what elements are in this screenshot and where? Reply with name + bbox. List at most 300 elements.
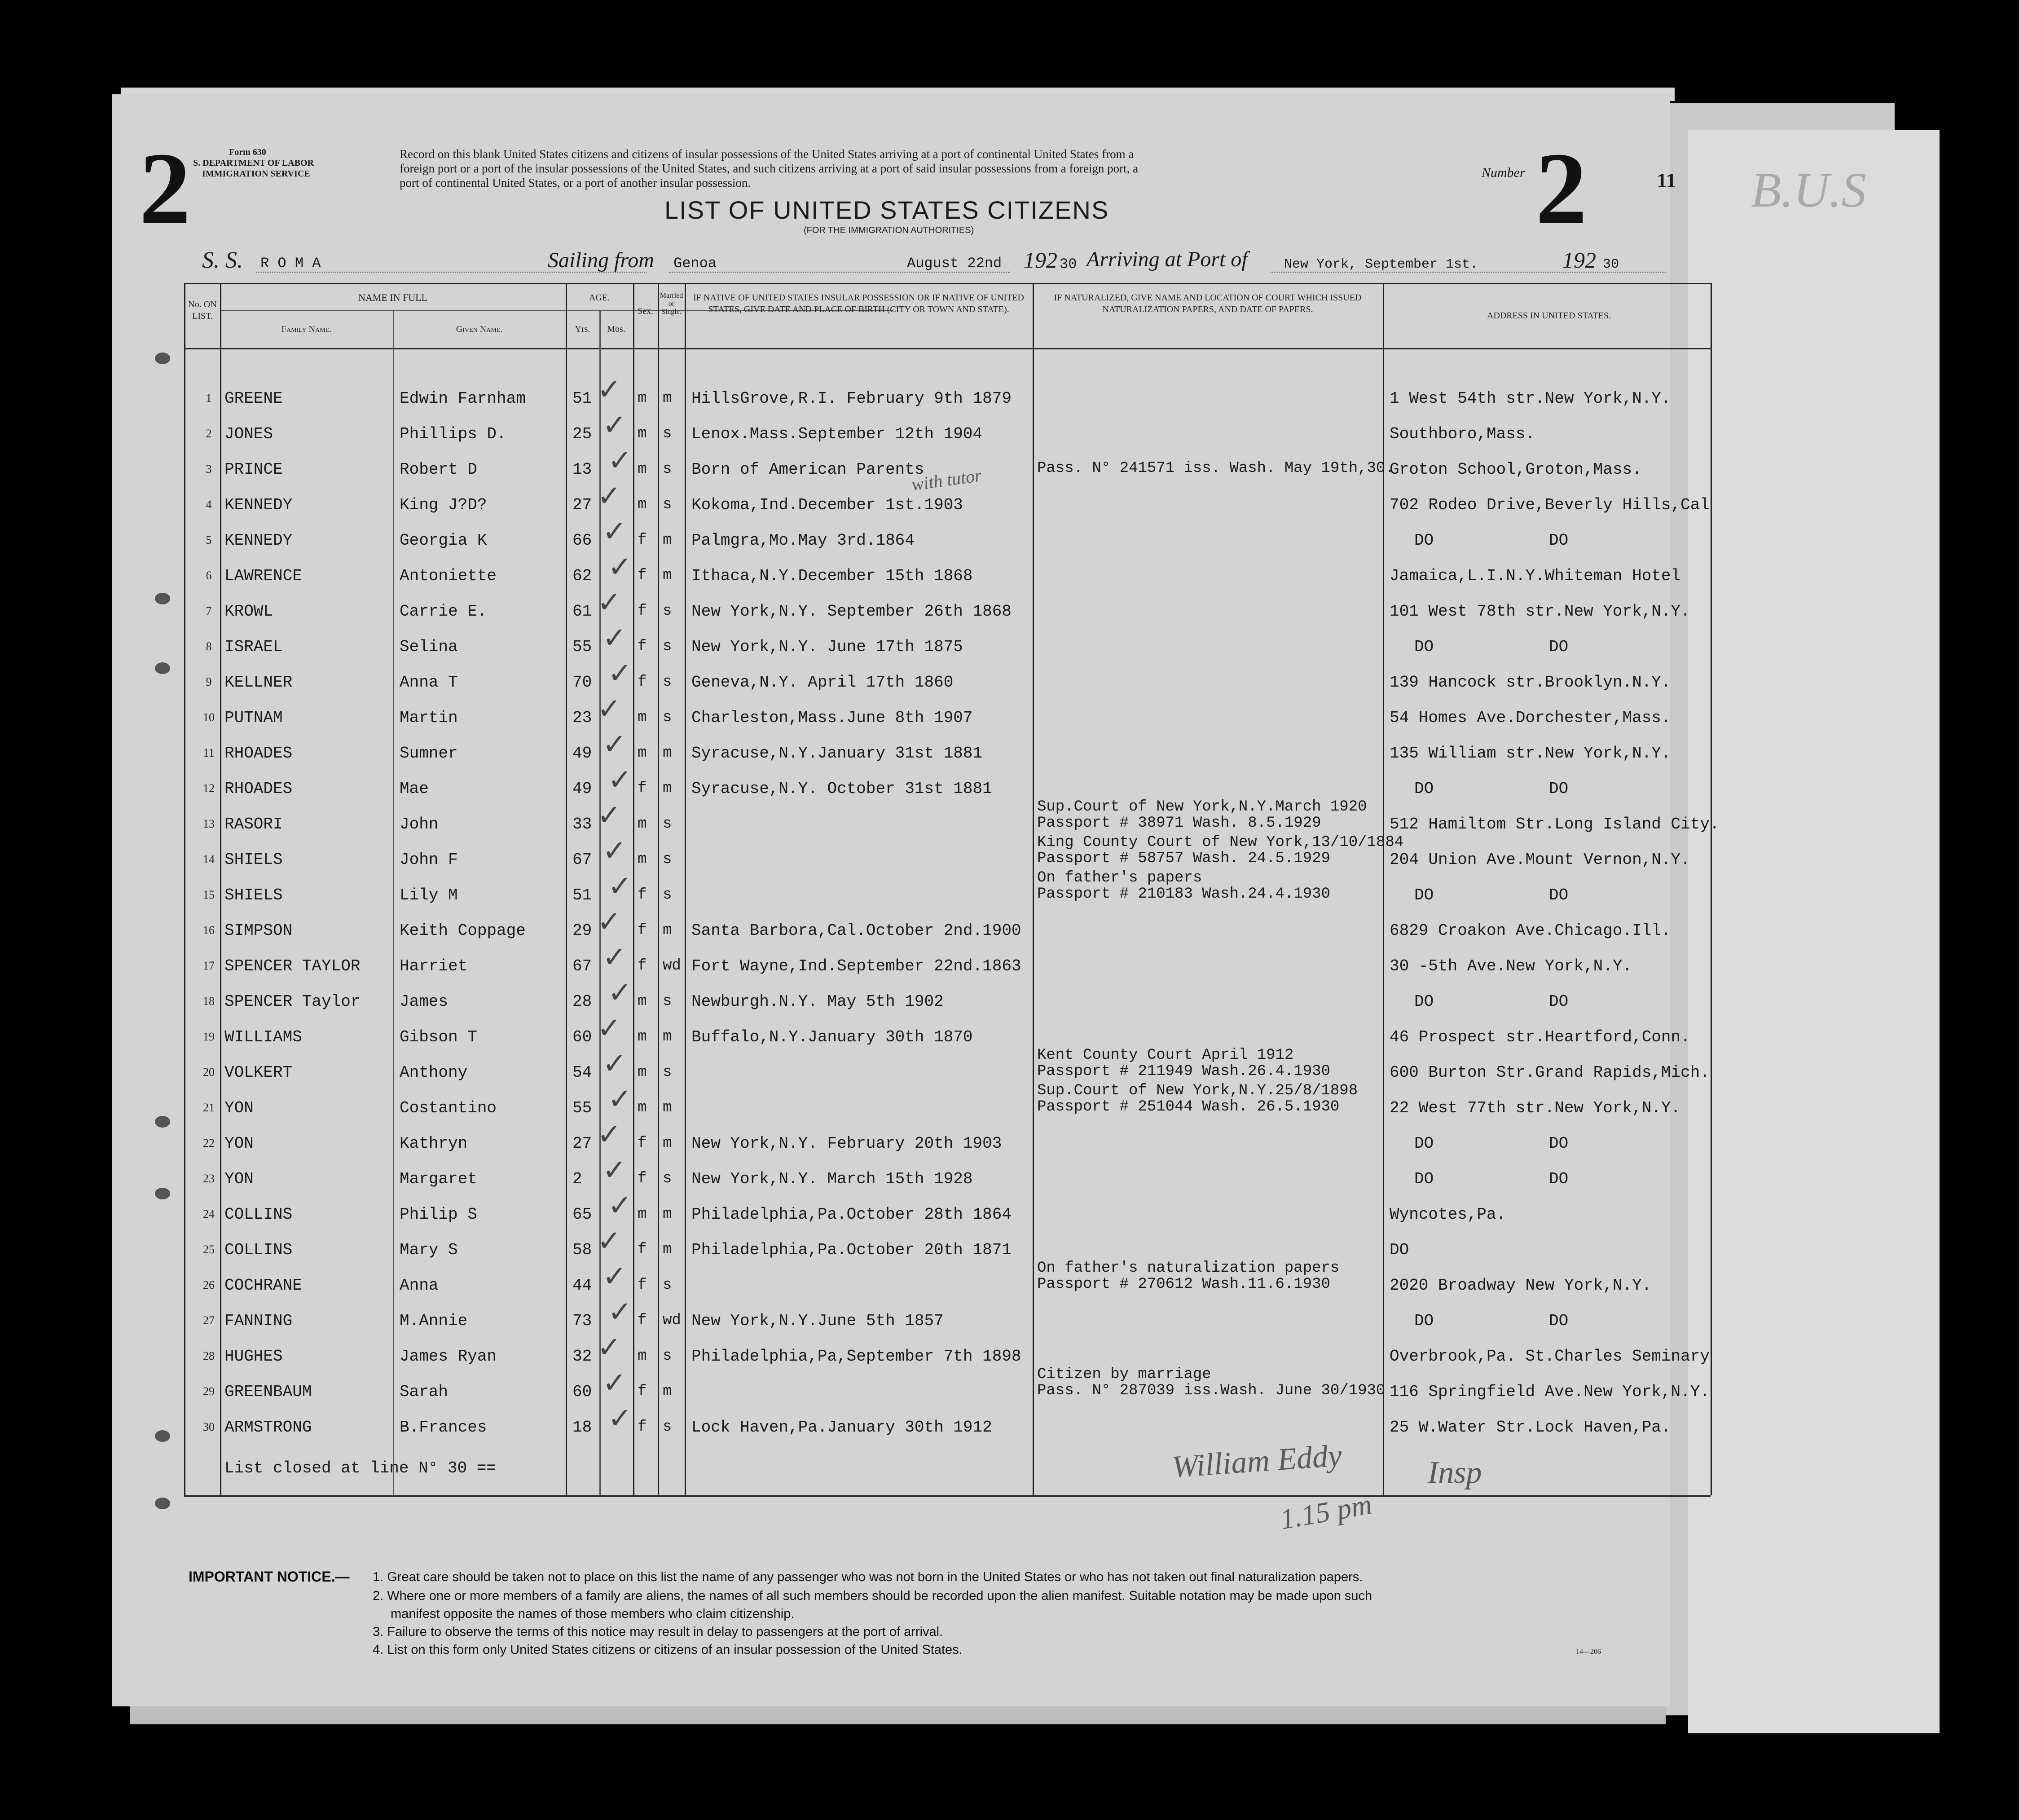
- row-23-status: s: [663, 1170, 672, 1187]
- row-10-family: PUTNAM: [224, 709, 283, 727]
- row-14-yrs: 67: [572, 851, 592, 869]
- row-14-sex: m: [638, 851, 647, 868]
- row-21-passport: Passport # 251044 Wash. 26.5.1930: [1037, 1098, 1340, 1115]
- row-14-no: 14: [203, 853, 215, 866]
- row-9-family: KELLNER: [224, 673, 293, 692]
- row-16-birth: Santa Barbora,Cal.October 2nd.1900: [691, 921, 1021, 940]
- row-1-check-mark: ✓: [597, 373, 621, 406]
- col-header-sex: Sex.: [638, 306, 653, 316]
- arrival-year: 30: [1603, 257, 1619, 272]
- handwritten-tutor-note: with tutor: [910, 465, 983, 495]
- row-24-no: 24: [203, 1207, 215, 1221]
- row-7-given: Carrie E.: [400, 602, 487, 621]
- row-4-addr1: 702 Rodeo Drive,Beverly Hills,Cal: [1390, 496, 1710, 514]
- row-3-no: 3: [206, 463, 212, 476]
- row-8-yrs: 55: [572, 638, 592, 656]
- row-23-sex: f: [638, 1170, 647, 1187]
- row-3-passport: Pass. N° 241571 iss. Wash. May 19th,30.: [1037, 460, 1394, 477]
- row-15-status: s: [663, 886, 672, 903]
- row-19-status: m: [663, 1028, 672, 1045]
- row-18-no: 18: [203, 995, 215, 1008]
- row-12-addr2: DO: [1549, 780, 1569, 798]
- row-23-addr2: DO: [1549, 1170, 1569, 1188]
- row-18-family: SPENCER Taylor: [224, 992, 361, 1011]
- row-10-sex: m: [638, 709, 647, 726]
- row-28-no: 28: [203, 1349, 215, 1362]
- row-27-check-mark: ✓: [608, 1296, 632, 1329]
- row-27-addr1: DO: [1414, 1312, 1434, 1330]
- col-header-married: Married or Single.: [660, 292, 683, 316]
- row-3-family: PRINCE: [224, 460, 283, 479]
- row-26-naturalization-court: On father's naturalization papers: [1037, 1260, 1340, 1277]
- row-2-yrs: 25: [572, 425, 592, 443]
- row-1-status: m: [663, 390, 672, 407]
- intro-line3: port of continental United States, or a port of another insular possession.: [400, 176, 751, 189]
- row-7-family: KROWL: [224, 602, 273, 621]
- col-header-yrs: Yrs.: [575, 324, 590, 334]
- row-9-status: s: [663, 674, 672, 691]
- row-21-yrs: 55: [572, 1099, 592, 1117]
- row-16-status: m: [663, 922, 672, 939]
- row-8-given: Selina: [400, 638, 458, 656]
- list-closed-line: List closed at line N° 30 ==: [224, 1459, 496, 1477]
- row-7-check-mark: ✓: [597, 586, 621, 619]
- inspector-title: Insp: [1428, 1455, 1482, 1490]
- row-21-family: YON: [224, 1099, 254, 1117]
- row-17-check-mark: ✓: [603, 941, 627, 974]
- row-3-sex: m: [638, 461, 647, 478]
- row-11-addr1: 135 William str.New York,N.Y.: [1390, 744, 1671, 762]
- row-18-given: James: [400, 992, 449, 1011]
- arrival-time-note: 1.15 pm: [1277, 1488, 1374, 1536]
- row-30-birth: Lock Haven,Pa.January 30th 1912: [691, 1418, 992, 1437]
- row-3-yrs: 13: [572, 460, 592, 479]
- row-28-status: s: [663, 1348, 672, 1365]
- row-2-sex: m: [638, 425, 647, 442]
- row-15-given: Lily M: [400, 886, 458, 904]
- row-24-addr1: Wyncotes,Pa.: [1390, 1205, 1506, 1224]
- row-29-status: m: [663, 1383, 672, 1400]
- row-12-check-mark: ✓: [608, 763, 632, 797]
- col-header-naturalized: IF NATURALIZED, GIVE NAME AND LOCATION OF COURT WHICH ISSUED NATURALIZATION PAPERS, AND DATE OF PAPERS.: [1054, 293, 1362, 314]
- row-20-family: VOLKERT: [224, 1063, 293, 1082]
- row-16-family: SIMPSON: [224, 921, 293, 940]
- row-13-given: John: [400, 815, 439, 833]
- row-8-family: ISRAEL: [224, 638, 283, 656]
- row-19-sex: m: [638, 1028, 647, 1045]
- row-29-family: GREENBAUM: [224, 1383, 312, 1401]
- row-24-birth: Philadelphia,Pa.October 28th 1864: [691, 1205, 1012, 1224]
- row-23-no: 23: [203, 1172, 215, 1185]
- row-22-given: Kathryn: [400, 1134, 468, 1153]
- row-12-status: m: [663, 780, 672, 797]
- row-21-given: Costantino: [400, 1099, 497, 1117]
- row-13-family: RASORI: [224, 815, 283, 833]
- row-11-family: RHOADES: [224, 744, 293, 762]
- row-19-yrs: 60: [572, 1028, 592, 1046]
- row-21-check-mark: ✓: [608, 1083, 632, 1116]
- page-stack-bottom: [130, 1706, 1666, 1724]
- row-25-yrs: 58: [572, 1241, 592, 1259]
- row-22-no: 22: [203, 1137, 215, 1150]
- intro-line2: foreign port or a port of the insular possessions of the United States, and such citizens arriving at a port of said insular possessions from a foreign port, a: [400, 162, 1139, 175]
- ship-name: R O M A: [260, 255, 321, 272]
- row-25-no: 25: [203, 1243, 215, 1256]
- row-2-family: JONES: [224, 425, 273, 443]
- row-8-birth: New York,N.Y. June 17th 1875: [691, 638, 963, 656]
- row-22-check-mark: ✓: [597, 1118, 621, 1151]
- row-26-sex: f: [638, 1277, 647, 1294]
- row-17-addr1: 30 -5th Ave.New York,N.Y.: [1390, 957, 1632, 975]
- row-25-check-mark: ✓: [597, 1225, 621, 1258]
- row-10-addr1: 54 Homes Ave.Dorchester,Mass.: [1390, 709, 1671, 727]
- row-3-birth: Born of American Parents: [691, 460, 924, 479]
- agency-line1: S. DEPARTMENT OF LABOR: [193, 158, 314, 168]
- row-15-no: 15: [203, 888, 215, 901]
- row-17-family: SPENCER TAYLOR: [224, 957, 361, 975]
- row-1-sex: m: [638, 390, 647, 407]
- row-13-addr1: 512 Hamiltom Str.Long Island City.: [1390, 815, 1720, 833]
- row-2-status: s: [663, 425, 672, 442]
- row-5-yrs: 66: [572, 531, 592, 550]
- row-22-status: m: [663, 1135, 672, 1152]
- row-6-yrs: 62: [572, 567, 592, 585]
- row-28-family: HUGHES: [224, 1347, 283, 1366]
- row-25-addr1: DO: [1390, 1241, 1409, 1259]
- row-20-no: 20: [203, 1066, 215, 1079]
- row-22-yrs: 27: [572, 1134, 592, 1153]
- row-13-status: s: [663, 815, 672, 833]
- notice-line3: 3. Failure to observe the terms of this notice may result in delay to passengers at the port of arrival.: [373, 1625, 943, 1639]
- row-7-birth: New York,N.Y. September 26th 1868: [691, 602, 1012, 621]
- row-26-given: Anna: [400, 1276, 439, 1295]
- row-14-addr1: 204 Union Ave.Mount Vernon,N.Y.: [1390, 851, 1690, 869]
- row-25-family: COLLINS: [224, 1241, 293, 1259]
- row-27-given: M.Annie: [400, 1312, 468, 1330]
- row-29-yrs: 60: [572, 1383, 592, 1401]
- row-16-addr1: 6829 Croakon Ave.Chicago.Ill.: [1390, 921, 1671, 940]
- row-27-addr2: DO: [1549, 1312, 1569, 1330]
- col-header-birth: IF NATIVE OF UNITED STATES INSULAR POSSESSION OR IF NATIVE OF UNITED STATES, GIVE DATE AND PLACE OF BIRTH (CITY OR TOWN AND STATE).: [693, 293, 1024, 314]
- row-9-birth: Geneva,N.Y. April 17th 1860: [691, 673, 954, 692]
- row-21-status: m: [663, 1099, 672, 1116]
- row-4-yrs: 27: [572, 496, 592, 514]
- notice-line1: 1. Great care should be taken not to place on this list the name of any passenger who was not born in the United States or who has not taken out final naturalization papers.: [373, 1570, 1363, 1584]
- row-14-naturalization-court: King County Court of New York,13/10/1884: [1037, 834, 1404, 851]
- form-number: 2: [139, 131, 191, 246]
- row-29-no: 29: [203, 1385, 215, 1398]
- row-21-addr1: 22 West 77th str.New York,N.Y.: [1390, 1099, 1681, 1117]
- row-27-yrs: 73: [572, 1312, 592, 1330]
- row-16-given: Keith Coppage: [400, 921, 526, 940]
- row-8-addr1: DO: [1414, 638, 1434, 656]
- row-16-no: 16: [203, 924, 215, 937]
- row-19-birth: Buffalo,N.Y.January 30th 1870: [691, 1028, 973, 1046]
- row-24-status: m: [663, 1206, 672, 1223]
- row-6-no: 6: [206, 569, 212, 582]
- row-6-birth: Ithaca,N.Y.December 15th 1868: [691, 567, 973, 585]
- row-30-check-mark: ✓: [608, 1402, 632, 1435]
- row-24-check-mark: ✓: [608, 1189, 632, 1222]
- row-6-family: LAWRENCE: [224, 567, 302, 585]
- row-28-sex: m: [638, 1348, 647, 1365]
- row-18-birth: Newburgh.N.Y. May 5th 1902: [691, 992, 944, 1011]
- row-2-no: 2: [206, 427, 212, 440]
- col-header-family: Family Name.: [281, 324, 332, 334]
- row-5-no: 5: [206, 533, 212, 546]
- row-9-check-mark: ✓: [608, 657, 632, 690]
- row-10-given: Martin: [400, 709, 458, 727]
- row-23-yrs: 2: [572, 1170, 582, 1188]
- row-19-check-mark: ✓: [597, 1012, 621, 1045]
- row-18-status: s: [663, 993, 672, 1010]
- row-2-check-mark: ✓: [603, 409, 627, 442]
- row-17-sex: f: [638, 957, 647, 974]
- row-19-addr1: 46 Prospect str.Heartford,Conn.: [1390, 1028, 1690, 1046]
- row-12-yrs: 49: [572, 780, 592, 798]
- row-16-check-mark: ✓: [597, 905, 621, 939]
- row-9-no: 9: [206, 675, 212, 688]
- row-10-birth: Charleston,Mass.June 8th 1907: [691, 709, 973, 727]
- row-5-addr2: DO: [1549, 531, 1569, 550]
- row-18-addr1: DO: [1414, 992, 1434, 1011]
- row-30-addr1: 25 W.Water Str.Lock Haven,Pa.: [1390, 1418, 1671, 1437]
- printer-mark: 14—206: [1576, 1648, 1601, 1656]
- ss-label: S. S.: [202, 247, 243, 273]
- row-9-given: Anna T: [400, 673, 458, 692]
- row-13-passport: Passport # 38971 Wash. 8.5.1929: [1037, 815, 1321, 832]
- sailing-date: August 22nd: [907, 255, 1002, 272]
- form-subtitle: (FOR THE IMMIGRATION AUTHORITIES): [804, 225, 974, 235]
- row-4-no: 4: [206, 498, 212, 511]
- row-29-passport: Pass. N° 287039 iss.Wash. June 30/1930: [1037, 1382, 1386, 1399]
- row-18-addr2: DO: [1549, 992, 1569, 1011]
- row-18-sex: m: [638, 993, 647, 1010]
- list-number: 2: [1535, 131, 1587, 246]
- back-page-inner: [1688, 130, 1940, 1733]
- row-29-addr1: 116 Springfield Ave.New York,N.Y.: [1390, 1383, 1710, 1401]
- row-5-status: m: [663, 532, 672, 549]
- row-14-family: SHIELS: [224, 851, 283, 869]
- row-4-status: s: [663, 496, 672, 513]
- row-24-given: Philip S: [400, 1205, 477, 1224]
- sailing-port: Genoa: [673, 255, 717, 272]
- row-7-status: s: [663, 603, 672, 620]
- row-26-addr1: 2020 Broadway New York,N.Y.: [1390, 1276, 1652, 1295]
- notice-line4: 4. List on this form only United States citizens or citizens of an insular possession of the United States.: [373, 1643, 963, 1657]
- row-30-yrs: 18: [572, 1418, 592, 1437]
- row-12-birth: Syracuse,N.Y. October 31st 1881: [691, 780, 992, 798]
- row-19-no: 19: [203, 1030, 215, 1043]
- page-number: 11: [1657, 169, 1676, 192]
- row-26-family: COCHRANE: [224, 1276, 302, 1295]
- row-13-naturalization-court: Sup.Court of New York,N.Y.March 1920: [1037, 798, 1367, 815]
- row-8-check-mark: ✓: [603, 621, 627, 655]
- row-12-sex: f: [638, 780, 647, 797]
- row-11-no: 11: [203, 746, 215, 759]
- row-25-birth: Philadelphia,Pa.October 20th 1871: [691, 1241, 1012, 1259]
- row-12-addr1: DO: [1414, 780, 1434, 798]
- row-27-no: 27: [203, 1314, 215, 1327]
- row-26-no: 26: [203, 1278, 215, 1291]
- row-25-given: Mary S: [400, 1241, 458, 1259]
- row-11-sex: m: [638, 745, 647, 762]
- col-header-name: NAME IN FULL: [358, 292, 427, 303]
- row-3-addr1: Groton School,Groton,Mass.: [1390, 460, 1642, 479]
- row-6-given: Antoniette: [400, 567, 497, 585]
- row-15-check-mark: ✓: [608, 870, 632, 903]
- inspector-signature: William Eddy: [1170, 1438, 1343, 1485]
- row-17-birth: Fort Wayne,Ind.September 22nd.1863: [691, 957, 1021, 975]
- row-15-sex: f: [638, 886, 647, 903]
- row-26-status: s: [663, 1277, 672, 1294]
- row-17-no: 17: [203, 959, 215, 972]
- row-30-status: s: [663, 1419, 672, 1436]
- row-20-check-mark: ✓: [603, 1047, 627, 1080]
- sailing-label: Sailing from: [548, 248, 654, 272]
- row-5-sex: f: [638, 532, 647, 549]
- row-15-addr2: DO: [1549, 886, 1569, 904]
- row-25-sex: f: [638, 1241, 647, 1258]
- row-15-family: SHIELS: [224, 886, 283, 904]
- back-page-mark: B.U.S: [1751, 163, 1866, 217]
- row-11-status: m: [663, 745, 672, 762]
- row-17-status: wd: [663, 957, 681, 974]
- row-5-birth: Palmgra,Mo.May 3rd.1864: [691, 531, 915, 550]
- row-26-passport: Passport # 270612 Wash.11.6.1930: [1037, 1276, 1330, 1293]
- agency-line2: IMMIGRATION SERVICE: [202, 169, 310, 179]
- row-10-no: 10: [203, 711, 215, 724]
- row-28-birth: Philadelphia,Pa,September 7th 1898: [691, 1347, 1021, 1366]
- row-30-no: 30: [203, 1420, 215, 1433]
- row-28-addr1: Overbrook,Pa. St.Charles Seminary: [1390, 1347, 1710, 1366]
- row-15-naturalization-court: On father's papers: [1037, 869, 1202, 886]
- row-27-status: wd: [663, 1312, 681, 1329]
- row-23-check-mark: ✓: [603, 1154, 627, 1187]
- col-header-address: ADDRESS IN UNITED STATES.: [1487, 311, 1611, 321]
- row-29-check-mark: ✓: [603, 1366, 627, 1400]
- row-11-birth: Syracuse,N.Y.January 31st 1881: [691, 744, 983, 762]
- row-15-addr1: DO: [1414, 886, 1434, 904]
- row-2-given: Phillips D.: [400, 425, 506, 443]
- row-10-check-mark: ✓: [597, 692, 621, 726]
- col-header-age: AGE.: [589, 293, 610, 303]
- row-1-birth: HillsGrove,R.I. February 9th 1879: [691, 389, 1012, 408]
- row-10-status: s: [663, 709, 672, 726]
- row-4-check-mark: ✓: [597, 480, 621, 513]
- row-13-check-mark: ✓: [597, 799, 621, 832]
- row-22-addr2: DO: [1549, 1134, 1569, 1153]
- row-8-addr2: DO: [1549, 638, 1569, 656]
- row-14-given: John F: [400, 851, 458, 869]
- row-7-sex: f: [638, 603, 647, 620]
- arriving-label: Arriving at Port of: [1086, 247, 1248, 271]
- col-header-given: Given Name.: [456, 324, 503, 334]
- row-7-addr1: 101 West 78th str.New York,N.Y.: [1390, 602, 1690, 621]
- row-3-check-mark: ✓: [608, 444, 632, 477]
- form-label: Form 630: [229, 147, 266, 157]
- row-30-given: B.Frances: [400, 1418, 487, 1437]
- row-13-sex: m: [638, 815, 647, 833]
- row-18-yrs: 28: [572, 992, 592, 1011]
- row-2-addr1: Southboro,Mass.: [1390, 425, 1535, 443]
- row-6-check-mark: ✓: [608, 551, 632, 584]
- intro-line1: Record on this blank United States citizens and citizens of insular possessions of the United States arriving at a port of continental United States from a: [400, 147, 1134, 161]
- row-5-family: KENNEDY: [224, 531, 293, 550]
- row-23-family: YON: [224, 1170, 254, 1188]
- row-1-given: Edwin Farnham: [400, 389, 526, 408]
- col-header-mos: Mos.: [607, 324, 625, 334]
- row-5-addr1: DO: [1414, 531, 1434, 550]
- row-19-family: WILLIAMS: [224, 1028, 302, 1046]
- notice-line2a: 2. Where one or more members of a family are aliens, the names of all such members should be recorded upon the alien manifest. Suitable notation may be made upon such: [373, 1589, 1372, 1603]
- row-29-given: Sarah: [400, 1383, 449, 1401]
- row-20-given: Anthony: [400, 1063, 468, 1082]
- row-18-check-mark: ✓: [608, 976, 632, 1009]
- row-17-yrs: 67: [572, 957, 592, 975]
- row-30-sex: f: [638, 1419, 647, 1436]
- row-8-status: s: [663, 638, 672, 655]
- row-20-sex: m: [638, 1064, 647, 1081]
- row-28-given: James Ryan: [400, 1347, 497, 1366]
- row-17-given: Harriet: [400, 957, 468, 975]
- row-11-given: Sumner: [400, 744, 458, 762]
- row-8-no: 8: [206, 640, 212, 653]
- row-12-given: Mae: [400, 780, 429, 798]
- row-4-birth: Kokoma,Ind.December 1st.1903: [691, 496, 963, 514]
- row-12-no: 12: [203, 782, 215, 795]
- row-21-no: 21: [203, 1101, 215, 1114]
- row-14-check-mark: ✓: [603, 834, 627, 868]
- row-6-sex: f: [638, 567, 647, 584]
- row-11-yrs: 49: [572, 744, 592, 762]
- row-1-family: GREENE: [224, 389, 283, 408]
- row-24-sex: m: [638, 1206, 647, 1223]
- row-25-status: m: [663, 1241, 672, 1258]
- manifest-page: [112, 94, 1720, 1706]
- row-11-check-mark: ✓: [603, 728, 627, 761]
- row-23-given: Margaret: [400, 1170, 477, 1188]
- row-23-addr1: DO: [1414, 1170, 1434, 1188]
- row-20-status: s: [663, 1064, 672, 1081]
- notice-line2b: manifest opposite the names of those members who claim citizenship.: [391, 1607, 795, 1621]
- row-3-given: Robert D: [400, 460, 477, 479]
- row-15-passport: Passport # 210183 Wash.24.4.1930: [1037, 886, 1330, 903]
- sailing-year-prefix: 192: [1024, 247, 1057, 273]
- row-12-family: RHOADES: [224, 780, 293, 798]
- row-22-family: YON: [224, 1134, 254, 1153]
- row-7-yrs: 61: [572, 602, 592, 621]
- row-16-yrs: 29: [572, 921, 592, 940]
- arrival-port-date: New York, September 1st.: [1284, 257, 1478, 272]
- row-26-yrs: 44: [572, 1276, 592, 1295]
- row-22-birth: New York,N.Y. February 20th 1903: [691, 1134, 1002, 1153]
- row-26-check-mark: ✓: [603, 1260, 627, 1293]
- row-2-birth: Lenox.Mass.September 12th 1904: [691, 425, 983, 443]
- row-27-birth: New York,N.Y.June 5th 1857: [691, 1312, 944, 1330]
- row-21-sex: m: [638, 1099, 647, 1116]
- row-13-no: 13: [203, 817, 215, 830]
- row-15-yrs: 51: [572, 886, 592, 904]
- row-13-yrs: 33: [572, 815, 592, 833]
- col-header-no: No. ON LIST.: [188, 300, 217, 321]
- row-5-check-mark: ✓: [603, 515, 627, 548]
- row-24-family: COLLINS: [224, 1205, 293, 1224]
- row-9-addr1: 139 Hancock str.Brooklyn.N.Y.: [1390, 673, 1671, 692]
- row-5-given: Georgia K: [400, 531, 487, 550]
- row-9-sex: f: [638, 674, 647, 691]
- row-7-no: 7: [206, 604, 212, 617]
